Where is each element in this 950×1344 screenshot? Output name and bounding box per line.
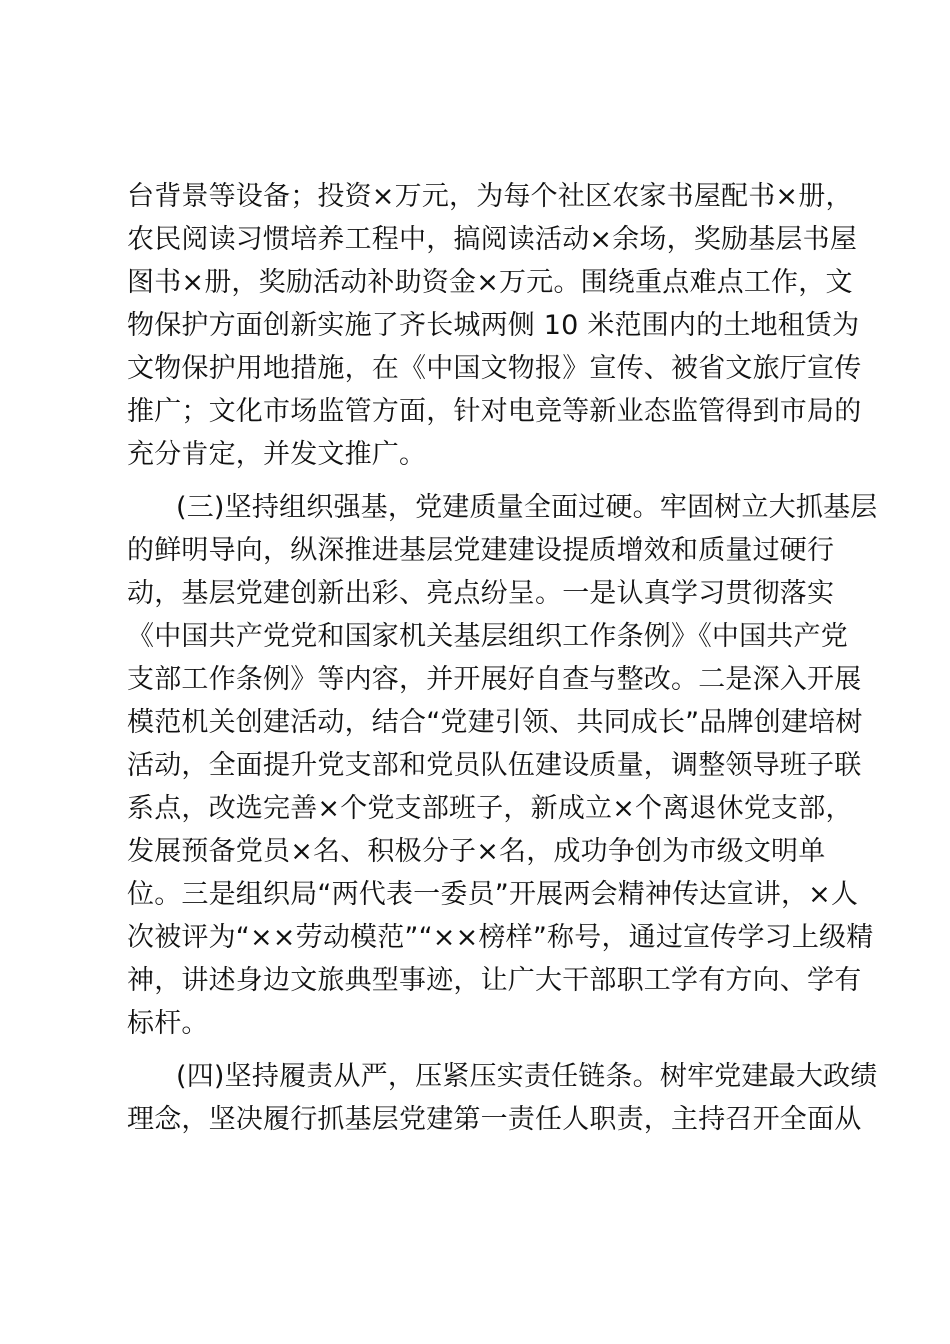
text-line: 神，讲述身边文旅典型事迹，让广大干部职工学有方向、学有 bbox=[127, 965, 862, 996]
text-line: 推广；文化市场监管方面，针对电竞等新业态监管得到市局的 bbox=[127, 396, 862, 427]
text-line: 模范机关创建活动，结合“党建引领、共同成长”品牌创建培树 bbox=[127, 707, 863, 738]
section-heading-line: (四)坚持履责从严，压紧压实责任链条。树牢党建最大政绩 bbox=[176, 1061, 878, 1092]
text-line: 标杆。 bbox=[127, 1008, 209, 1039]
text-line: 理念，坚决履行抓基层党建第一责任人职责，主持召开全面从 bbox=[127, 1104, 862, 1135]
text-line: 的鲜明导向，纵深推进基层党建建设提质增效和质量过硬行 bbox=[127, 535, 835, 566]
text-line: 农民阅读习惯培养工程中，搞阅读活动×余场，奖励基层书屋 bbox=[127, 224, 858, 255]
text-line: 图书×册，奖励活动补助资金×万元。围绕重点难点工作，文 bbox=[127, 267, 853, 298]
text-line: 次被评为“××劳动模范”“××榜样”称号，通过宣传学习上级精 bbox=[127, 922, 874, 953]
text-line: 支部工作条例》等内容，并开展好自查与整改。二是深入开展 bbox=[127, 664, 862, 695]
text-line: 位。三是组织局“两代表一委员”开展两会精神传达宣讲，×人 bbox=[127, 879, 859, 910]
text-line: 台背景等设备；投资×万元，为每个社区农家书屋配书×册， bbox=[127, 181, 853, 212]
text-line: 充分肯定，并发文推广。 bbox=[127, 439, 427, 470]
text-line: 动，基层党建创新出彩、亮点纷呈。一是认真学习贯彻落实 bbox=[127, 578, 835, 609]
text-line: 物保护方面创新实施了齐长城两侧 10 米范围内的土地租赁为 bbox=[127, 310, 860, 341]
text-line: 系点，改选完善×个党支部班子，新成立×个离退休党支部， bbox=[127, 793, 853, 824]
text-line: 文物保护用地措施，在《中国文物报》宣传、被省文旅厅宣传 bbox=[127, 353, 862, 384]
text-line: 《中国共产党党和国家机关基层组织工作条例》《中国共产党 bbox=[127, 621, 848, 652]
section-heading-line: (三)坚持组织强基，党建质量全面过硬。牢固树立大抓基层 bbox=[176, 492, 878, 523]
text-line: 活动，全面提升党支部和党员队伍建设质量，调整领导班子联 bbox=[127, 750, 862, 781]
text-line: 发展预备党员×名、积极分子×名，成功争创为市级文明单 bbox=[127, 836, 826, 867]
